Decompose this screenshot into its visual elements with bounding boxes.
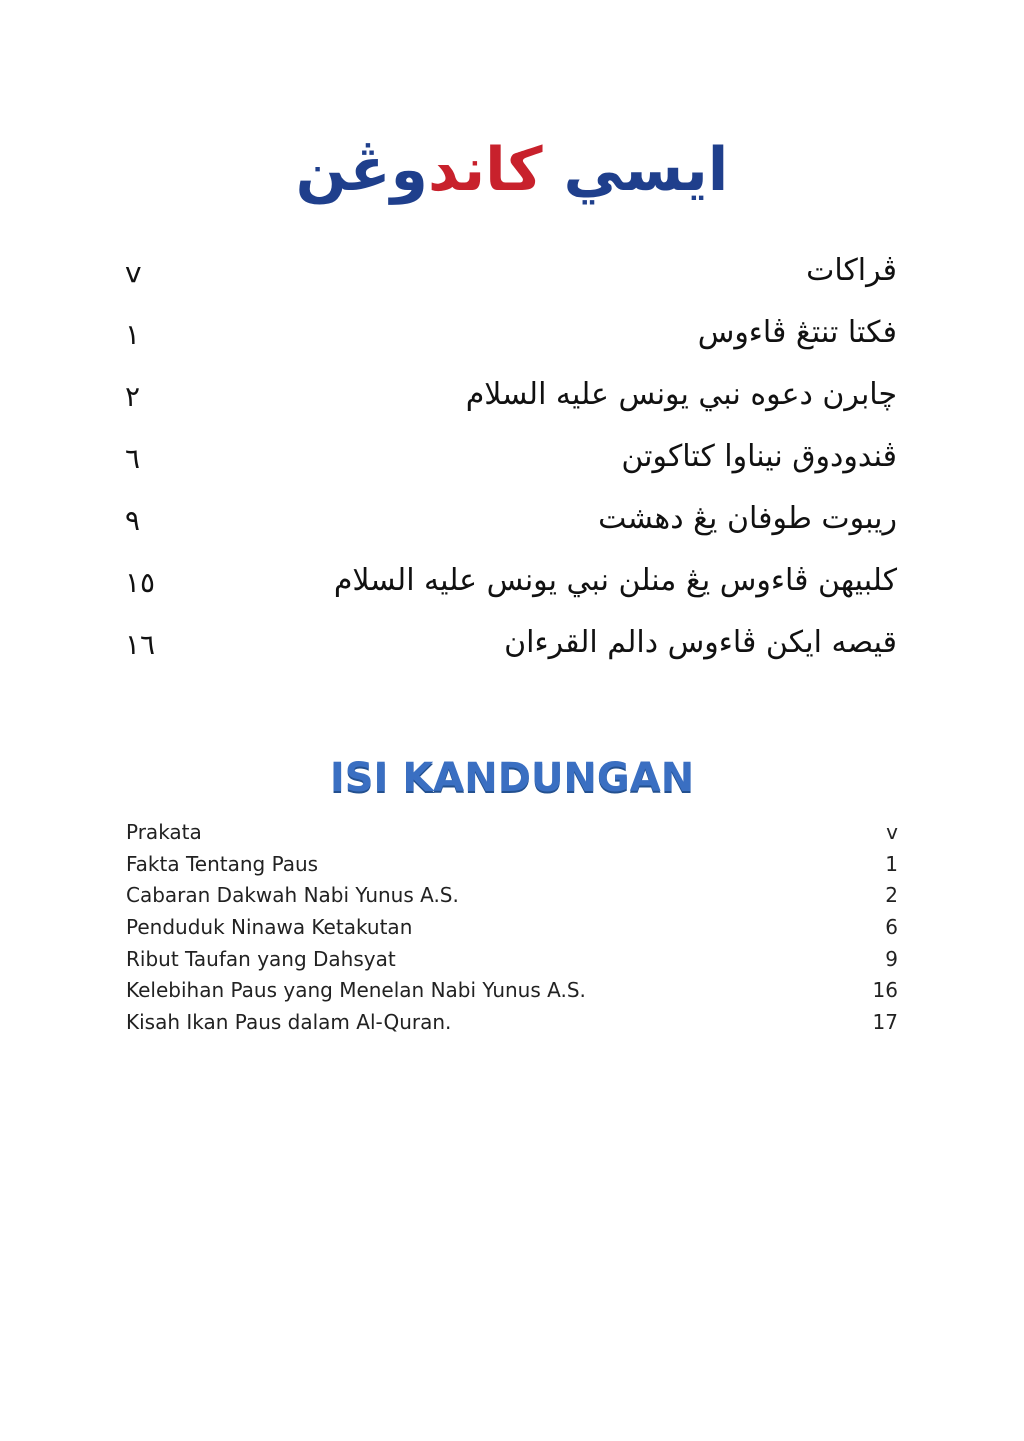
rumi-toc-entry[interactable] (126, 880, 898, 912)
rumi-table-of-contents (126, 817, 898, 1039)
jawi-toc-title: كلبيهن ڤاءوس يڠ منلن نبي يونس عليه السلام (333, 563, 897, 598)
jawi-toc-title: ڤراكات (806, 253, 897, 288)
rumi-toc-title: Ribut Taufan yang Dahsyat (126, 946, 396, 971)
jawi-toc-entry[interactable] (125, 302, 897, 364)
jawi-toc-entry[interactable] (125, 612, 897, 674)
jawi-toc-page: ١ (125, 318, 141, 351)
rumi-toc-title: Kisah Ikan Paus dalam Al-Quran. (126, 1010, 452, 1035)
jawi-page-title (0, 130, 1024, 210)
jawi-toc-title: قيصه ايكن ڤاءوس دالم القرءان (504, 625, 897, 660)
rumi-toc-page: 2 (885, 883, 898, 908)
jawi-toc-page: ١٥ (125, 566, 156, 599)
jawi-toc-entry[interactable] (125, 550, 897, 612)
jawi-title-part-2: كاند (427, 135, 543, 205)
jawi-toc-page: ٢ (125, 380, 141, 413)
jawi-toc-entry[interactable] (125, 240, 897, 302)
rumi-page-title: ISI KANDUNGAN (329, 755, 695, 801)
rumi-toc-page: 1 (885, 851, 898, 876)
rumi-toc-title: Penduduk Ninawa Ketakutan (126, 915, 413, 940)
jawi-title-part-1: ايسي (563, 135, 729, 205)
jawi-table-of-contents (125, 240, 897, 674)
jawi-title-part-3: وڠن (295, 135, 428, 205)
jawi-toc-entry[interactable] (125, 488, 897, 550)
rumi-toc-entry[interactable] (126, 912, 898, 944)
rumi-toc-entry[interactable] (126, 849, 898, 881)
jawi-toc-title: چابرن دعوه نبي يونس عليه السلام (465, 377, 897, 412)
rumi-toc-entry[interactable] (126, 1007, 898, 1039)
rumi-toc-entry[interactable] (126, 817, 898, 849)
jawi-toc-page: ١٦ (125, 628, 156, 661)
rumi-toc-page: v (886, 820, 898, 844)
rumi-toc-page: 9 (885, 946, 898, 971)
jawi-toc-entry[interactable] (125, 426, 897, 488)
jawi-toc-title: ريبوت طوفان يڠ دهشت (598, 501, 897, 536)
rumi-toc-page: 17 (872, 1010, 898, 1035)
rumi-toc-page: 6 (885, 915, 898, 940)
jawi-toc-title: ڤندودوق نيناوا كتاكوتن (621, 439, 897, 474)
rumi-toc-title: Fakta Tentang Paus (126, 851, 319, 876)
rumi-toc-entry[interactable] (126, 944, 898, 976)
jawi-toc-page: ٩ (125, 504, 141, 537)
jawi-toc-page: ٦ (125, 442, 141, 475)
rumi-toc-entry[interactable] (126, 975, 898, 1007)
rumi-toc-page: 16 (872, 978, 898, 1003)
rumi-toc-title: Cabaran Dakwah Nabi Yunus A.S. (126, 883, 459, 908)
jawi-toc-page: v (125, 256, 142, 289)
jawi-toc-title: فكتا تنتڠ ڤاءوس (697, 315, 897, 350)
rumi-toc-title: Prakata (126, 820, 202, 844)
jawi-toc-entry[interactable] (125, 364, 897, 426)
rumi-toc-title: Kelebihan Paus yang Menelan Nabi Yunus A.S. (126, 978, 586, 1003)
